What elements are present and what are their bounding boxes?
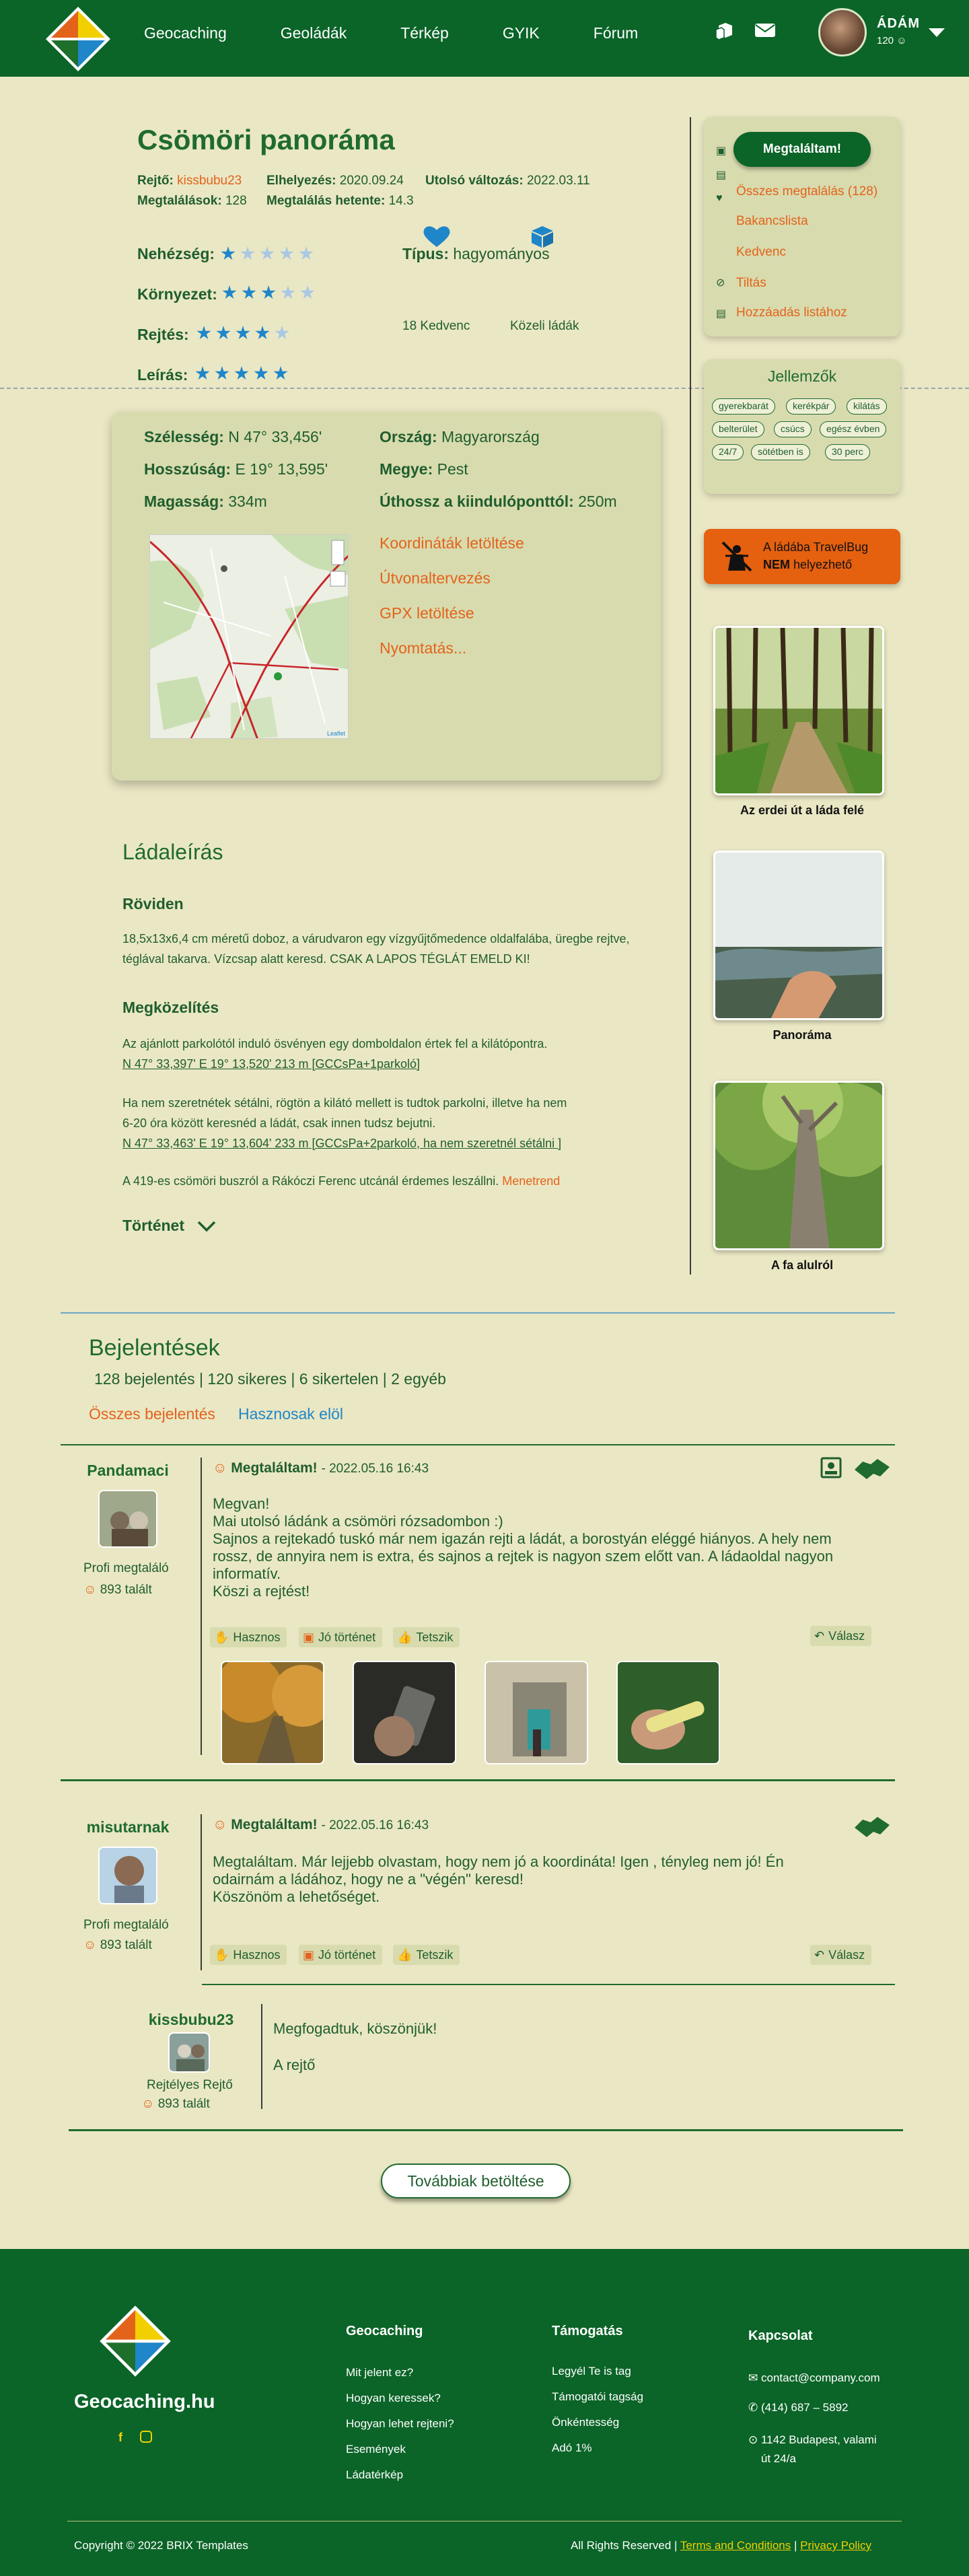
footer-link[interactable]: Mit jelent ez?: [346, 2366, 414, 2379]
photo-caption: Panoráma: [773, 1028, 832, 1042]
print-link[interactable]: Nyomtatás...: [380, 639, 467, 657]
hider-link[interactable]: kissbubu23: [177, 174, 242, 188]
reply-divider: [202, 1984, 895, 1985]
block-link[interactable]: Tiltás: [736, 276, 766, 290]
smiley-icon: ☺: [896, 35, 907, 46]
thumbs-up-icon: 👍: [397, 1631, 412, 1644]
report-body: Megvan! Mai utolsó ládánk a csömöri rózsadombon :) Sajnos a rejtekadó tuskó már nem igazán rejti a ládát, a borostyán eléggé hiányos. A hely nem rossz, de annyira nem is extra, és sajnos a rejtek is nagyon szem előtt van. A ládaoldal nagyon informatív. Köszi a rejtést!: [213, 1495, 834, 1600]
smiley-icon: ☺: [213, 1460, 227, 1476]
feature-tag: sötétben is: [751, 444, 810, 460]
footer-link[interactable]: Hogyan keressek?: [346, 2392, 441, 2404]
placed-meta: Elhelyezés: 2020.09.24: [266, 174, 404, 188]
nav-terkep[interactable]: Térkép: [400, 24, 449, 42]
nav-gyik[interactable]: GYIK: [502, 24, 540, 42]
report-divider: [69, 2129, 903, 2131]
footer-phone[interactable]: ✆ (414) 687 – 5892: [748, 2401, 849, 2414]
terms-link[interactable]: Terms and Conditions: [680, 2539, 791, 2552]
star-icon: [261, 285, 276, 300]
trail-length: Úthossz a kiindulóponttól: 250m: [380, 493, 617, 510]
geocaching-logo-icon[interactable]: [44, 5, 112, 73]
heart-small-icon: ♥: [716, 192, 723, 204]
useful-button[interactable]: ✋ Hasznos: [210, 1627, 287, 1647]
report-status: ☺ Megtaláltam! - 2022.05.16 16:43: [213, 1460, 429, 1476]
cube-small-icon: ▣: [716, 145, 727, 157]
star-icon: [299, 246, 314, 261]
no-travelbug-icon: [719, 541, 755, 572]
report-divider: [61, 1444, 895, 1445]
weekly-meta: Megtalálás hetente: 14.3: [266, 194, 414, 208]
footer-col1-title: Geocaching: [346, 2324, 423, 2338]
star-icon: [195, 366, 210, 381]
instagram-icon[interactable]: [140, 2431, 152, 2443]
like-button[interactable]: 👍 Tetszik: [393, 1945, 460, 1965]
add-to-list-link[interactable]: Hozzáadás listához: [736, 306, 847, 320]
terrain-label: Környezet:: [137, 285, 217, 303]
mail-icon[interactable]: [754, 20, 777, 40]
reply-count: ☺ 893 talált: [141, 2097, 210, 2111]
hiding-label: Rejtés:: [137, 326, 189, 343]
star-icon: [279, 246, 294, 261]
load-more-button[interactable]: Továbbiak betöltése: [381, 2163, 571, 2198]
favorite-link[interactable]: Kedvenc: [736, 245, 786, 259]
difficulty-label: Nehézség:: [137, 245, 215, 262]
feature-tag: kilátás: [847, 398, 887, 415]
all-finds-link[interactable]: Összes megtalálás (128): [736, 184, 878, 199]
report-avatar[interactable]: [98, 1490, 157, 1548]
phone-icon: ✆: [748, 2401, 758, 2414]
good-story-button[interactable]: ▣ Jó történet: [299, 1627, 382, 1647]
nav-geoladak[interactable]: Geoládák: [280, 24, 347, 42]
feature-tag: egész évben: [820, 421, 886, 437]
logbook-icon: ▤: [716, 170, 727, 181]
footer-logo-icon[interactable]: [98, 2304, 172, 2378]
footer-link[interactable]: Események: [346, 2443, 406, 2456]
bus-info: A 419-es csömöri buszról a Rákóczi Ferenc utcánál érdemes leszállni. Menetrend: [122, 1174, 561, 1188]
reply-separator: [261, 2004, 262, 2109]
footer-col3-title: Kapcsolat: [748, 2328, 813, 2343]
reports-summary: 128 bejelentés | 120 sikeres | 6 sikertelen | 2 egyéb: [94, 1370, 446, 1388]
report-photo[interactable]: [616, 1661, 720, 1764]
bucketlist-link[interactable]: Bakancslista: [736, 214, 808, 228]
short-description: 18,5x13x6,4 cm méretű doboz, a várudvaron egy vízgyűjtőmedence oldalfalába, üregbe rejtve, téglával takarva. Vízcsap alatt keresd. CSAK A LAPOS TÉGLÁT EMELD KI!: [122, 932, 630, 966]
hider-meta: Rejtő: kissbubu23: [137, 174, 242, 188]
filter-useful[interactable]: Hasznosak elöl: [238, 1405, 343, 1423]
description-label: Leírás:: [137, 366, 188, 384]
changed-meta: Utolsó változás: 2022.03.11: [425, 174, 590, 188]
footer-link[interactable]: Legyél Te is tag: [552, 2365, 631, 2377]
report-count: ☺ 893 talált: [83, 1583, 152, 1597]
reply-button[interactable]: ↶ Válasz: [810, 1945, 871, 1965]
cache-map[interactable]: [149, 534, 349, 739]
facebook-icon[interactable]: f: [118, 2431, 122, 2444]
approach-text: Az ajánlott parkolótól induló ösvényen egy domboldalon értek fel a kilátópontra. N 47° 33,397' E 19° 13,520' 213 m [GCCsPa+1parkoló]: [122, 1037, 548, 1071]
timetable-link[interactable]: Menetrend: [502, 1174, 561, 1188]
report-separator: [201, 1814, 202, 1970]
report-rank: Profi megtaláló: [83, 1918, 169, 1932]
smiley-icon: ☺: [83, 1583, 97, 1597]
gpx-download-link[interactable]: GPX letöltése: [380, 604, 474, 622]
star-icon: [260, 246, 275, 261]
history-toggle[interactable]: Történet: [122, 1217, 184, 1234]
like-button[interactable]: 👍 Tetszik: [393, 1627, 460, 1647]
footer-link[interactable]: Adó 1%: [552, 2441, 592, 2454]
chevron-down-icon[interactable]: [929, 28, 945, 37]
reply-button[interactable]: ↶ Válasz: [810, 1626, 871, 1646]
county: Megye: Pest: [380, 460, 468, 478]
feature-tag: kerékpár: [786, 398, 836, 415]
star-icon: [254, 366, 268, 381]
handshake-icon[interactable]: [853, 1813, 891, 1840]
section-divider: [61, 1312, 895, 1314]
map-attribution[interactable]: Leaflet: [326, 730, 345, 737]
longitude: Hosszúság: E 19° 13,595': [144, 460, 328, 478]
travelbug-text: A ládába TravelBug NEM helyezhető: [763, 540, 869, 571]
column-divider: [690, 117, 691, 1275]
star-icon: [242, 285, 256, 300]
reply-text: Megfogadtuk, köszönjük!: [273, 2020, 437, 2037]
report-separator: [201, 1458, 202, 1755]
footer-col2-title: Támogatás: [552, 2324, 623, 2338]
difficulty-stars: [221, 246, 314, 261]
smiley-icon: ☺: [213, 1817, 227, 1832]
parking-1-coords[interactable]: N 47° 33,397' E 19° 13,520' 213 m [GCCsPa+1parkoló]: [122, 1057, 421, 1071]
star-icon: [196, 326, 211, 341]
reply-user[interactable]: kissbubu23: [148, 2011, 234, 2028]
feature-tag: csúcs: [774, 421, 812, 437]
reply-signature: A rejtő: [273, 2056, 316, 2073]
hiding-stars: [196, 326, 289, 341]
user-find-count: 120 ☺: [877, 35, 907, 46]
photo-attached-icon[interactable]: [820, 1456, 842, 1479]
report-rank: Profi megtaláló: [83, 1561, 169, 1575]
footer-link[interactable]: Önkéntesség: [552, 2416, 620, 2429]
approach-text-2: Ha nem szeretnétek sétálni, rögtön a kilátó mellett is tudtok parkolni, illetve ha nem 6-20 óra között keresnéd a ládát, csak innen tudsz bejutni. N 47° 33,463' E 19° 13,604' 233 m [GCCsPa+2parkoló, ha nem szeretnél sétálni ]: [122, 1096, 567, 1150]
good-story-button[interactable]: ▣ Jó történet: [299, 1945, 382, 1965]
found-it-button[interactable]: Megtaláltam!: [733, 132, 871, 167]
footer-brand[interactable]: Geocaching.hu: [74, 2391, 215, 2412]
terrain-stars: [222, 285, 315, 300]
star-icon: [222, 285, 237, 300]
star-icon: [281, 285, 295, 300]
star-icon: [255, 326, 270, 341]
cache-type: Típus: hagyományos: [402, 245, 550, 262]
user-avatar[interactable]: [818, 8, 867, 57]
report-status: ☺ Megtaláltam! - 2022.05.16 16:43: [213, 1817, 429, 1832]
photo-caption: Az erdei út a láda felé: [740, 803, 865, 817]
star-icon: [236, 326, 250, 341]
star-icon: [216, 326, 231, 341]
report-photo[interactable]: [353, 1661, 456, 1764]
cache-title: Csömöri panoráma: [137, 124, 395, 155]
download-coords-link[interactable]: Koordináták letöltése: [380, 534, 524, 552]
footer-legal: All Rights Reserved | Terms and Conditions | Privacy Policy: [571, 2539, 871, 2552]
top-navbar: [0, 0, 969, 77]
mail-small-icon: ✉: [748, 2371, 758, 2384]
smiley-icon: ☺: [141, 2097, 155, 2111]
privacy-link[interactable]: Privacy Policy: [800, 2539, 871, 2552]
handshake-small-icon: ✋: [214, 1631, 229, 1644]
feature-tag: 24/7: [712, 444, 744, 460]
favorites-count[interactable]: 18 Kedvenc: [402, 319, 470, 333]
reply-icon: ↶: [814, 1629, 825, 1643]
useful-button[interactable]: ✋ Hasznos: [210, 1945, 287, 1965]
parking-2-coords[interactable]: N 47° 33,463' E 19° 13,604' 233 m [GCCsPa+2parkoló, ha nem szeretnél sétálni ]: [122, 1137, 562, 1150]
footer-link[interactable]: Ládatérkép: [346, 2468, 404, 2481]
feature-tag: belterület: [712, 421, 764, 437]
book-icon: ▣: [303, 1631, 315, 1644]
book-icon: ▣: [303, 1948, 315, 1962]
gallery-photo[interactable]: [713, 626, 884, 795]
star-icon: [275, 326, 289, 341]
reply-rank: Rejtélyes Rejtő: [147, 2078, 233, 2092]
route-planner-link[interactable]: Útvonaltervezés: [380, 569, 491, 587]
photo-caption: A fa alulról: [770, 1258, 834, 1272]
report-user[interactable]: Pandamaci: [87, 1462, 169, 1479]
user-name[interactable]: ÁDÁM: [877, 16, 920, 31]
list-add-icon: ▤: [716, 308, 727, 320]
nearby-caches-link[interactable]: Közeli ládák: [510, 319, 579, 333]
location-pin-icon: ⊙: [748, 2433, 758, 2446]
description-stars: [195, 366, 288, 381]
feature-tag: 30 perc: [825, 444, 870, 460]
block-icon: ⊘: [716, 277, 725, 289]
report-count: ☺ 893 talált: [83, 1938, 152, 1952]
handshake-small-icon: ✋: [214, 1948, 229, 1962]
short-title: Röviden: [122, 895, 184, 913]
chevron-down-icon[interactable]: [196, 1219, 217, 1233]
star-icon: [273, 366, 288, 381]
handshake-icon[interactable]: [853, 1455, 891, 1482]
approach-title: Megközelítés: [122, 999, 219, 1016]
features-title: Jellemzők: [767, 367, 837, 385]
filter-all[interactable]: Összes bejelentés: [89, 1405, 215, 1423]
star-icon: [300, 285, 315, 300]
reply-avatar[interactable]: [168, 2032, 210, 2073]
thumbs-up-icon: 👍: [397, 1948, 412, 1962]
report-photo[interactable]: [221, 1661, 324, 1764]
map-canvas[interactable]: [150, 535, 349, 739]
latitude: Szélesség: N 47° 33,456': [144, 428, 322, 445]
gallery-photo[interactable]: [713, 1081, 884, 1250]
copyright: Copyright © 2022 BRIX Templates: [74, 2539, 248, 2552]
heart-icon[interactable]: [423, 225, 451, 248]
gallery-photo[interactable]: [713, 851, 884, 1020]
star-icon: [215, 366, 229, 381]
report-divider: [61, 1779, 895, 1781]
report-user[interactable]: misutarnak: [86, 1818, 170, 1836]
report-avatar[interactable]: [98, 1847, 157, 1904]
country: Ország: Magyarország: [380, 428, 540, 445]
nav-geocaching[interactable]: Geocaching: [144, 24, 227, 42]
star-icon: [234, 366, 249, 381]
feature-tag: gyerekbarát: [712, 398, 775, 415]
report-body: Megtaláltam. Már lejjebb olvastam, hogy nem jó a koordináta! Igen , tényleg nem jó! Én odairnám a ládához, hogy ne a "végén" keresd! Köszönöm a lehetőséget.: [213, 1853, 784, 1905]
cube-icon[interactable]: [713, 20, 735, 42]
footer-link[interactable]: Támogatói tagság: [552, 2390, 644, 2403]
smiley-icon: ☺: [83, 1938, 97, 1952]
altitude: Magasság: 334m: [144, 493, 267, 510]
star-icon: [221, 246, 236, 261]
reports-title: Bejelentések: [89, 1335, 220, 1361]
report-photo[interactable]: [485, 1661, 588, 1764]
footer-address: ⊙ 1142 Budapest, valami út 24/a: [748, 2433, 877, 2465]
finds-meta: Megtalálások: 128: [137, 194, 247, 208]
star-icon: [240, 246, 255, 261]
footer-email[interactable]: ✉ contact@company.com: [748, 2371, 880, 2384]
description-title: Ládaleírás: [122, 840, 223, 864]
reply-icon: ↶: [814, 1948, 825, 1962]
footer-link[interactable]: Hogyan lehet rejteni?: [346, 2417, 454, 2430]
nav-forum[interactable]: Fórum: [593, 24, 639, 42]
